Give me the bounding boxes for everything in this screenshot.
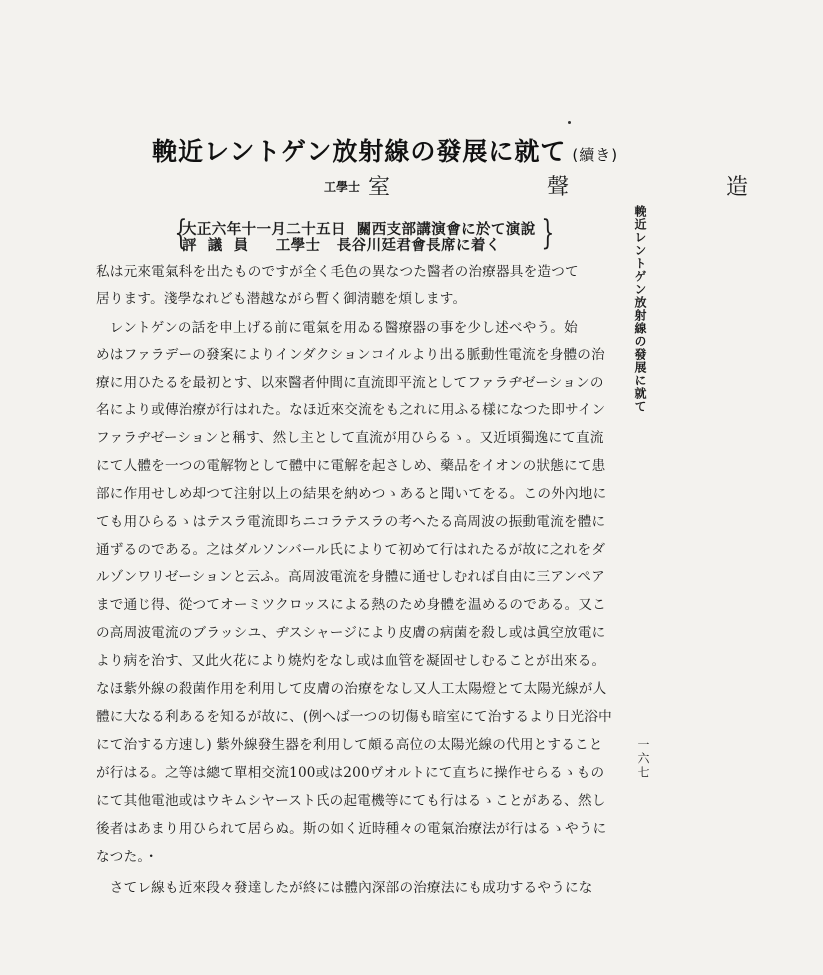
body-line: めはファラデーの發案によりインダクションコイルより出る脈動性電流を身體の治 [96,347,605,363]
article-title-text: 輓近レントゲン放射線の發展に就て [152,137,567,166]
body-line: 後者はあまり用ひられて居らぬ。斯の如く近時種々の電氣治療法が行はるゝやうに [96,821,607,837]
body-line: まで通じ得、從つてオーミツクロッスによる熱のため身體を温めるのである。又こ [96,597,606,613]
author-degree: 工學士 [324,180,361,194]
body-line: なほ紫外線の殺菌作用を利用して皮膚の治療をなし又人工太陽燈とて太陽光線が人 [96,681,607,697]
body-line: より病を治す、又此火花により燒灼をなし或は血管を凝固せしむることが出來る。 [96,653,606,669]
lecture-info: 大正六年十一月二十五日 關西支部講演會に於て演說 [182,222,536,238]
body-line: 通ずるのである。之はダルソンバール氏によりて初めて行はれたるが故に之れをダ [96,542,606,558]
author-name: 室 聲 造 [368,175,823,200]
body-line: が行はる。之等は總て單相交流100或は200ヴオルトにて直ちに操作せらるゝもの [96,765,605,781]
body-line: の高周波電流のブラッシユ、ヂスシャージにより皮膚の病菌を殺し或は眞空放電に [96,625,606,641]
body-line: ファラヂゼーションと稱す、然し主として直流が用ひらるゝ。又近頃獨逸にて直流 [96,430,604,446]
print-speck [568,121,571,124]
body-line: にて其他電池或はウキムシヤースト氏の起電機等にても行はるゝことがある、然し [96,793,606,809]
meta-brace-right: } [541,213,555,253]
article-title-suffix: (續き) [572,146,619,164]
running-head: 輓近レントゲン放射線の發展に就て [633,205,647,413]
body-line: なつた。・ [96,849,159,865]
body-line: 體に大なる利あるを知るが故に、(例へば一つの切傷も暗室にて治するより日光浴中 [96,709,612,725]
chair-info: 評 議 員 工學士 長谷川廷君會長席に着く [182,238,501,254]
body-line: にて治する方速し) 紫外線發生器を利用して頗る高位の太陽光線の代用とすること [96,737,603,753]
body-line: 私は元來電氣科を出たものですが全く毛色の異なつた醫者の治療器具を造つて [96,264,579,280]
body-line: さてレ線も近來段々發達したが終には體內深部の治療法にも成功するやうにな [96,880,593,896]
body-line: にて人體を一つの電解物として體中に電解を起さしめ、藥品をイオンの狀態にて患 [96,458,606,474]
body-line: ルゾンワリゼーションと云ふ。高周波電流を身體に通せしむれば自由に三アンペア [96,569,605,585]
meta-brace-left: { [174,213,188,253]
body-line: ても用ひらるゝはテスラ電流即ちニコラテスラの考へたる高周波の振動電流を體に [96,514,606,530]
body-line: 療に用ひたるを最初とす、以來醫者仲間に直流即平流としてファラヂゼーションの [96,375,604,391]
article-title [152,132,618,168]
body-line: 部に作用せしめ却つて注射以上の結果を納めつゝあると聞いてをる。この外內地に [96,486,607,502]
page-number: 一六七 [636,738,650,780]
body-line: 居ります。淺學なれども潜越ながら暫く御淸聽を煩します。 [96,291,467,307]
body-line: 名により或傳治療が行はれた。なほ近來交流をも之れに用ふる樣になつた即サイン [96,402,606,418]
body-line: レントゲンの話を申上げる前に電氣を用ゐる醫療器の事を少し述べやう。始 [96,320,578,336]
